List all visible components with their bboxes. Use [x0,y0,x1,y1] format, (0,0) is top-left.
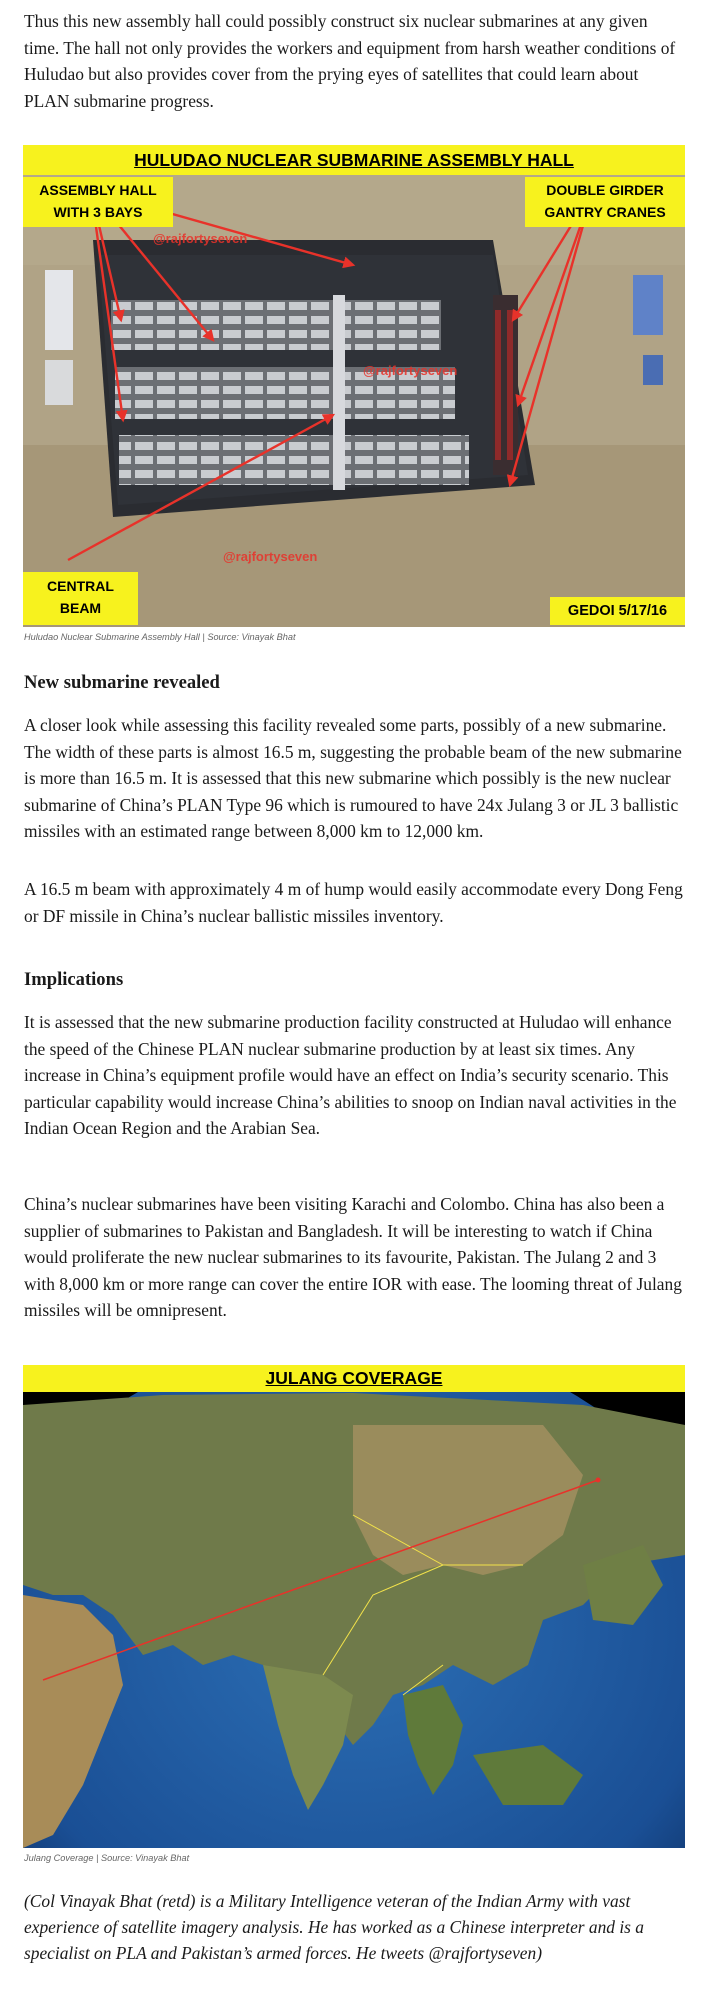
label-gantry-cranes [525,177,685,227]
section1-paragraph-1: A closer look while assessing this facility revealed some parts, possibly of a new submarine. The width of these parts is almost 16.5 m, suggesting the probable beam of the new submarine is more than 16.5 m. It is assessed that this new submarine which possibly is the new nuclear submarine of China’s PLAN Type 96 which is rumoured to have 24x Julang 3 or JL 3 ballistic missiles with an estimated range between 8,000 km to 12,000 km. [24,715,682,841]
label-central-line2: BEAM [59,600,102,616]
globe-scene [23,1365,685,1848]
label-date: GEDOI 5/17/16 [550,597,685,625]
heading-new-submarine: New submarine revealed [24,672,220,693]
figure2-caption: Julang Coverage | Source: Vinayak Bhat [24,1853,190,1863]
section1-paragraph-2: A 16.5 m beam with approximately 4 m of hump would easily accommodate every Dong Feng or DF missile in China’s nuclear ballistic missiles inventory. [24,879,683,926]
julang-coverage-image [23,1365,685,1848]
huludao-satellite-image [23,145,685,627]
label-assembly-hall-line2: WITH 3 BAYS [53,204,143,220]
author-bio: (Col Vinayak Bhat (retd) is a Military Intelligence veteran of the Indian Army with vast experience of satellite imagery analysis. He has worked as a Chinese interpreter and is a specialist on PLA and Pakistan’s armed forces. He tweets @rajfortyseven) [24,1891,644,1963]
section2-paragraph-1: It is assessed that the new submarine production facility constructed at Huludao will enhance the speed of the Chinese PLAN nuclear submarine production by at least six times. Any increase in China’s equipment profile would have an effect on India’s security scenario. This particular capability would increase China’s abilities to snoop on Indian naval activities in the Indian Ocean Region and the Arabian Sea. [24,1012,677,1138]
label-gantry-line1: DOUBLE GIRDER [546,182,664,198]
label-assembly-hall-line1: ASSEMBLY HALL [39,182,157,198]
watermark-3: @rajfortyseven [223,549,318,564]
section2-paragraph-2: China’s nuclear submarines have been visiting Karachi and Colombo. China has also been a supplier of submarines to Pakistan and Bangladesh. It will be interesting to watch if China would proliferate the new nuclear submarines to its favourite, Pakistan. The Julang 2 and 3 with 8,000 km or more range can cover the entire IOR with ease. The looming threat of Julang missiles will be omnipresent. [24,1194,682,1320]
label-assembly-hall [23,177,173,227]
label-central-beam [23,572,138,625]
label-central-line1: CENTRAL [47,578,114,594]
intro-paragraph: Thus this new assembly hall could possibly construct six nuclear submarines at any given time. The hall not only provides the workers and equipment from harsh weather conditions of Huludao but also provides cover from the prying eyes of satellites that could learn about PLAN submarine progress. [24,11,676,111]
watermark-2: @rajfortyseven [363,363,458,378]
watermark-1: @rajfortyseven [153,231,248,246]
figure2-banner: JULANG COVERAGE [23,1365,685,1392]
heading-implications: Implications [24,969,124,990]
figure1-banner: HULUDAO NUCLEAR SUBMARINE ASSEMBLY HALL [23,145,685,175]
label-gantry-line2: GANTRY CRANES [544,204,666,220]
figure1-caption: Huludao Nuclear Submarine Assembly Hall | Source: Vinayak Bhat [24,632,296,642]
